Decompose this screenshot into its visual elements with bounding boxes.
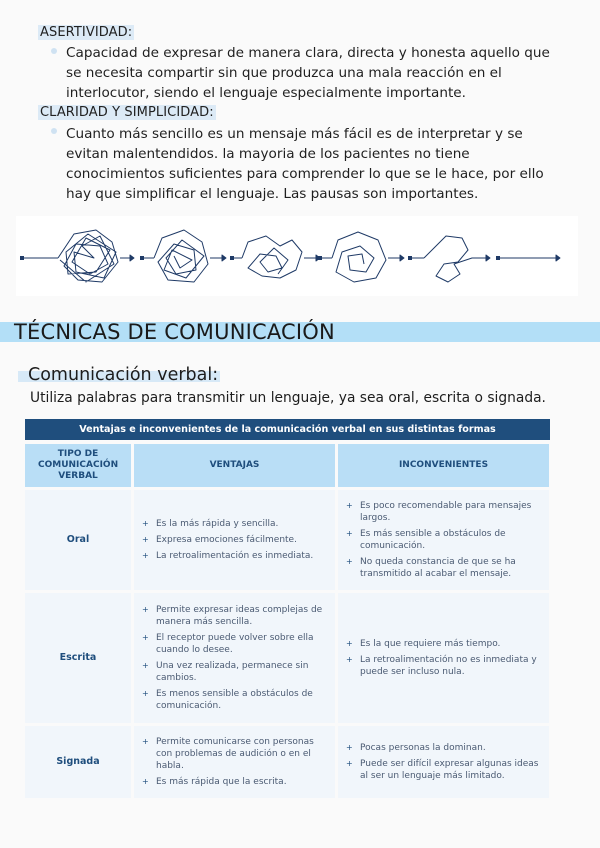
cell-ventajas-oral (134, 490, 335, 590)
list-item: + Es poco recomendable para mensajes largos. (360, 500, 543, 524)
intro-text: Utiliza palabras para transmitir un lenguaje, ya sea oral, escrita o signada. (30, 390, 546, 406)
list-item: + Es más rápida que la escrita. (156, 776, 329, 788)
list-item: + No queda constancia de que se ha transmitido al acabar el mensaje. (360, 556, 543, 580)
cell-ventajas-escrita (134, 593, 335, 723)
list-item: + Expresa emociones fácilmente. (156, 534, 329, 546)
section-body-claridad: Cuanto más sencillo es un mensaje más fácil es de interpretar y se evitan malentendidos. la mayoria de los pacientes no tiene conocimientos suficientes para comprender lo que se le hace, por ello hay que simplificar el lenguaje. Las pausas son importantes. (66, 126, 544, 202)
list-item: + Es la más rápida y sencilla. (156, 518, 329, 530)
list-item: + Pocas personas la dominan. (360, 742, 543, 754)
untangling-diagram (16, 216, 578, 296)
list-item: + Una vez realizada, permanece sin cambios. (156, 660, 329, 684)
section-heading-asertividad: ASERTIVIDAD: (40, 25, 133, 40)
row-type-oral: Oral (25, 490, 131, 590)
list-item: + Es la que requiere más tiempo. (360, 638, 543, 650)
table-title: Ventajas e inconvenientes de la comunicación verbal en sus distintas formas (25, 419, 550, 440)
untangling-diagram-graphic (16, 216, 578, 296)
cell-ventajas-signada (134, 726, 335, 798)
list-item: + Permite expresar ideas complejas de manera más sencilla. (156, 604, 329, 628)
list-item: + La retroalimentación no es inmediata y puede ser incluso nula. (360, 654, 543, 678)
column-header-tipo: TIPO DE COMUNICACIÓN VERBAL (25, 444, 131, 487)
section-body-asertividad: Capacidad de expresar de manera clara, directa y honesta aquello que se necesita compartir sin que produzca una mala reacción en el interlocutor, siendo el lenguaje especialmente importante. (66, 45, 550, 101)
list-item: + Permite comunicarse con personas con problemas de audición o en el habla. (156, 736, 329, 772)
cell-inconvenientes-signada (338, 726, 549, 798)
list-item: + La retroalimentación es inmediata. (156, 550, 329, 562)
column-header-inconvenientes: INCONVENIENTES (338, 444, 549, 487)
bullet-icon (51, 128, 57, 134)
row-type-signada: Signada (25, 726, 131, 798)
cell-inconvenientes-oral (338, 490, 549, 590)
section-heading-claridad: CLARIDAD Y SIMPLICIDAD: (40, 105, 214, 120)
list-item: + Es más sensible a obstáculos de comunicación. (360, 528, 543, 552)
comparison-table (25, 419, 550, 798)
list-item: + Puede ser difícil expresar algunas ideas al ser un lenguaje más limitado. (360, 758, 543, 782)
subtitle: Comunicación verbal: (28, 365, 219, 385)
bullet-icon (51, 48, 57, 54)
list-item: + El receptor puede volver sobre ella cuando lo desee. (156, 632, 329, 656)
row-type-escrita: Escrita (25, 593, 131, 723)
page-title: TÉCNICAS DE COMUNICACIÓN (14, 320, 335, 344)
list-item: + Es menos sensible a obstáculos de comunicación. (156, 688, 329, 712)
column-header-ventajas: VENTAJAS (134, 444, 335, 487)
cell-inconvenientes-escrita (338, 593, 549, 723)
